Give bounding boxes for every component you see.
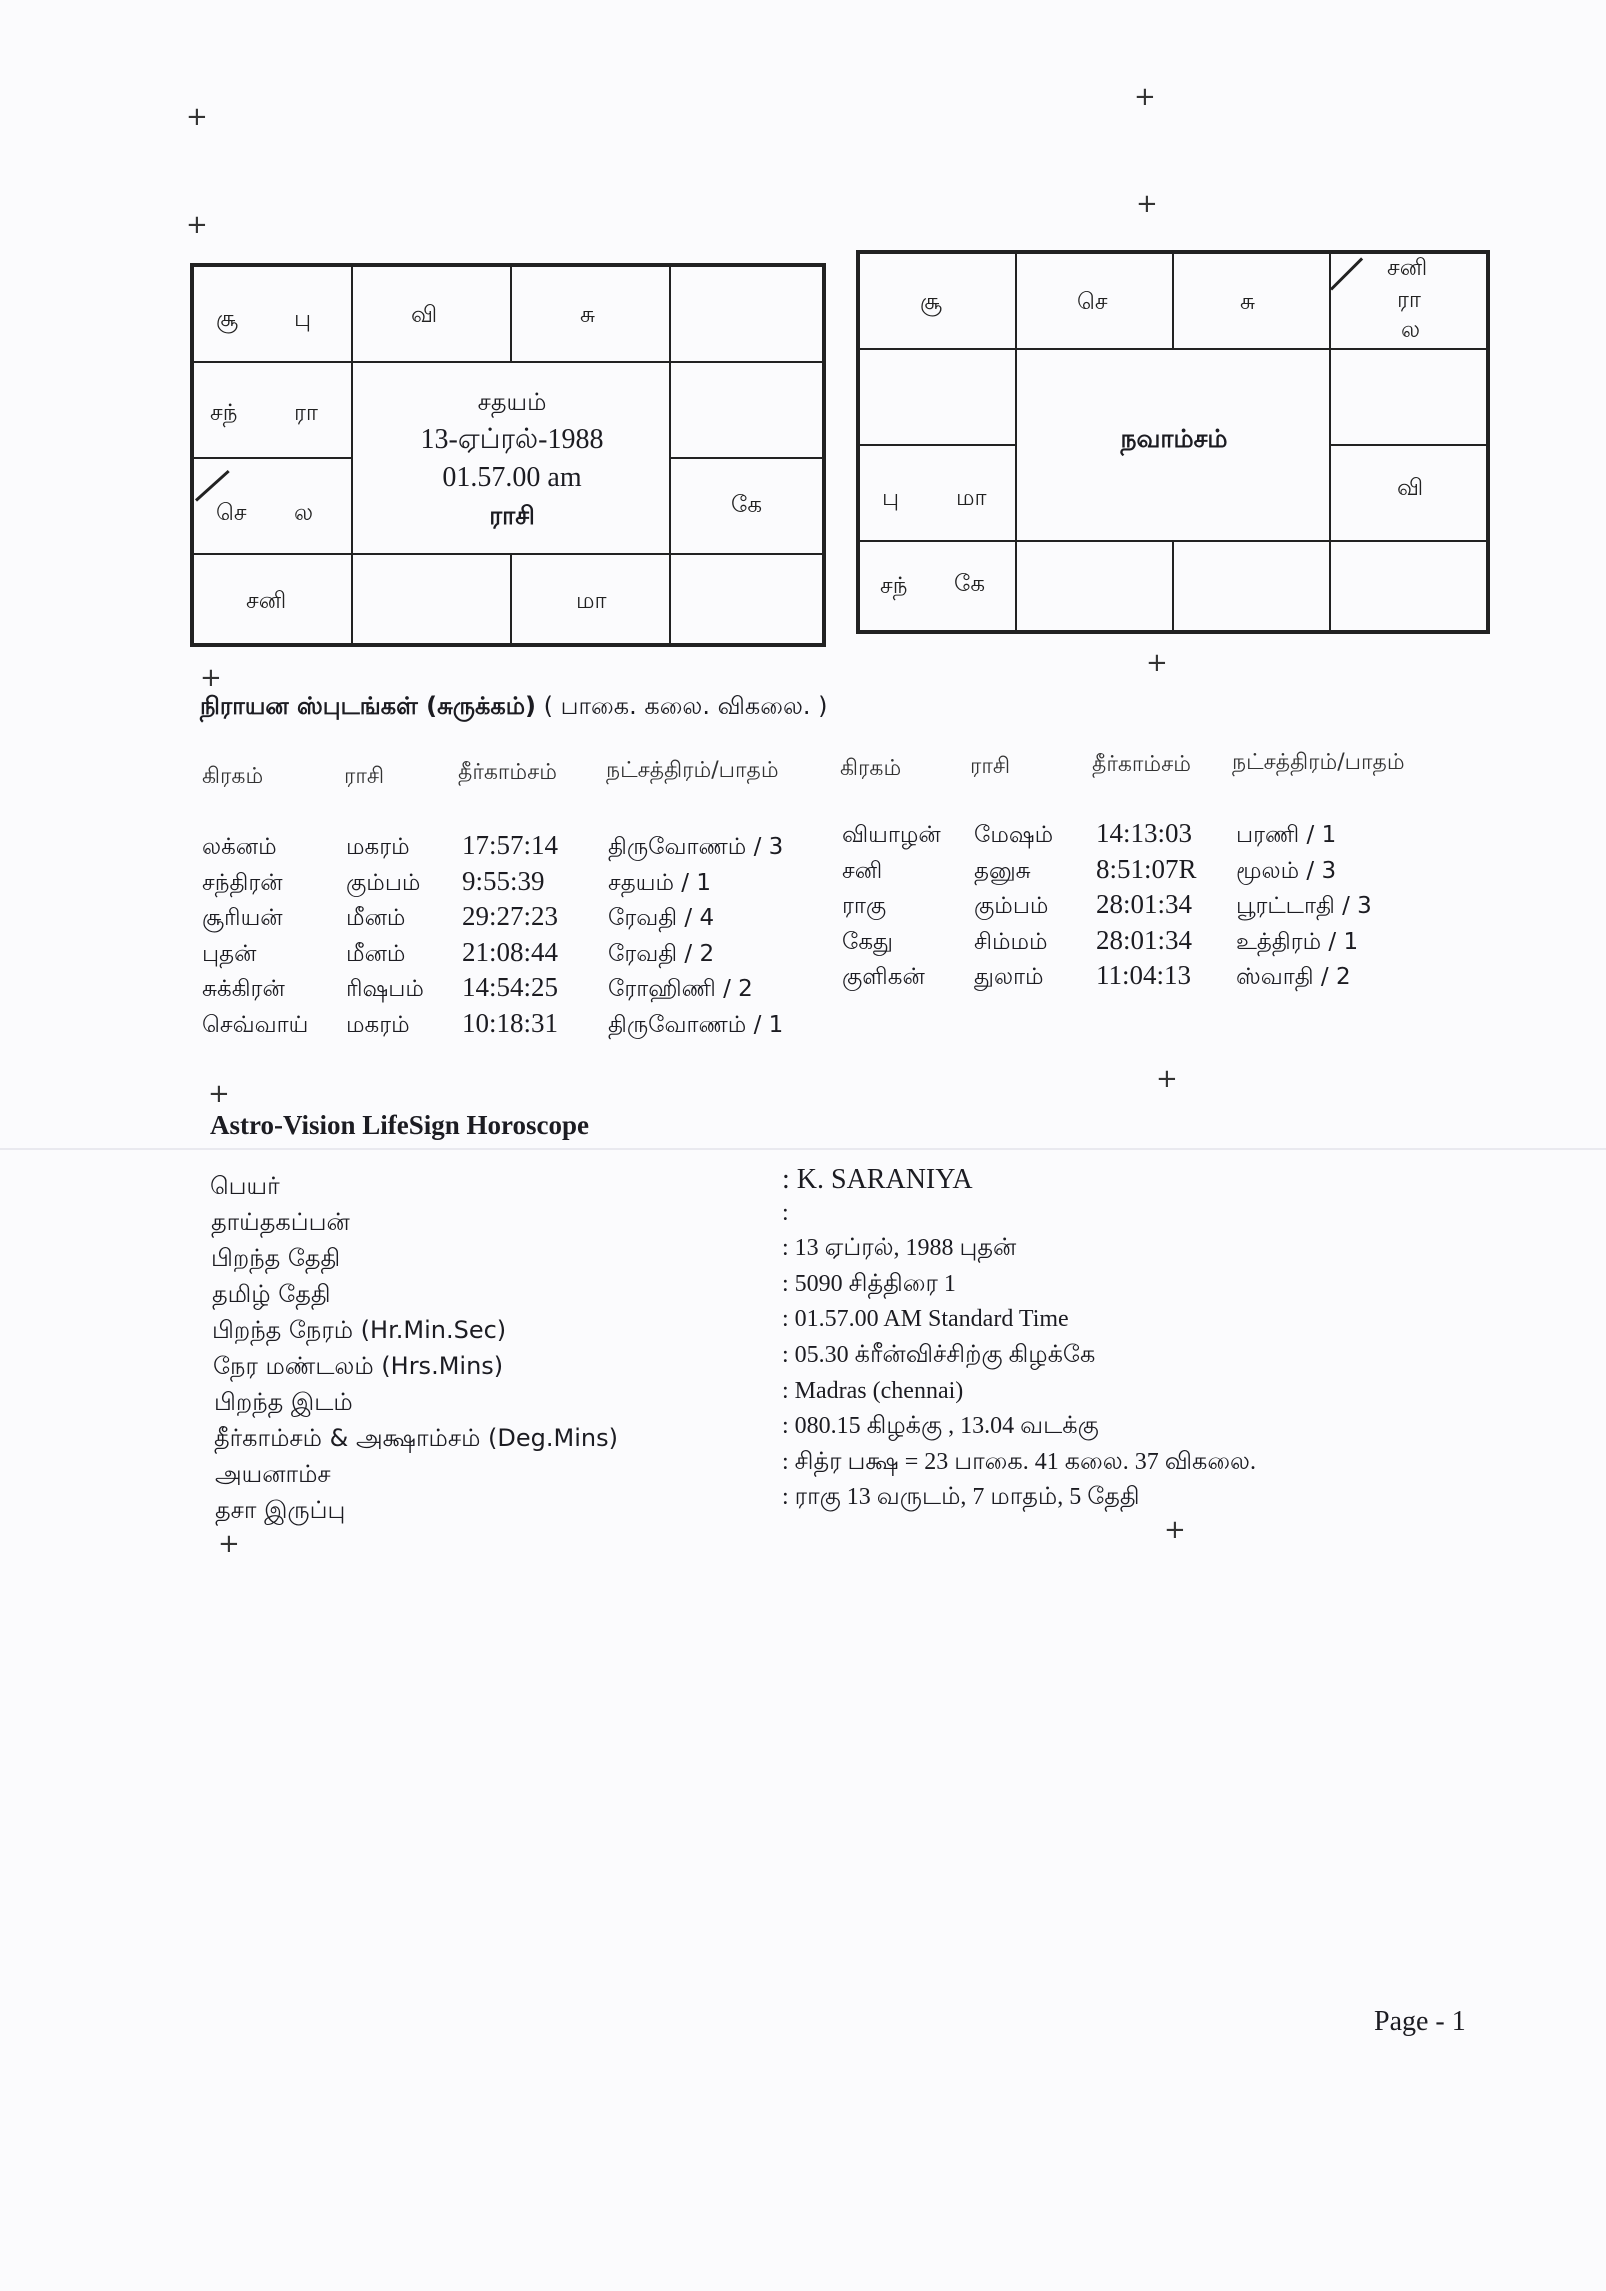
- planet-rasi-cell: மீனம்: [346, 905, 406, 931]
- registration-mark: +: [186, 210, 208, 240]
- navamsa-house-8: [1173, 541, 1330, 631]
- planet-star-cell: பரணி / 1: [1236, 822, 1337, 848]
- planet-rasi-cell: கும்பம்: [346, 869, 421, 896]
- registration-mark: +: [200, 663, 222, 693]
- navamsa-house-7: [1330, 541, 1487, 631]
- rasi-title: ராசி: [489, 501, 535, 530]
- rasi-chart: [190, 263, 826, 647]
- navamsa-house-1: [859, 253, 1016, 349]
- header-longitude: தீர்காம்சம்: [1092, 752, 1191, 777]
- rasi-house-1: [193, 266, 352, 362]
- planet-rasi-cell: சிம்மம்: [974, 928, 1048, 955]
- navamsa-house-11: [859, 445, 1016, 541]
- planet-label: கே: [954, 571, 986, 597]
- planet-deg-cell: 14:54:25: [462, 972, 559, 1002]
- header-rasi: ராசி: [344, 764, 385, 789]
- detail-value: :: [782, 1200, 789, 1226]
- planet-label: பு: [294, 306, 312, 332]
- paper-fold-line: [0, 1148, 1606, 1150]
- detail-value: : K. SARANIYA: [782, 1164, 973, 1195]
- planet-label: சந்: [210, 400, 238, 426]
- registration-mark: +: [1134, 82, 1156, 112]
- detail-label: தாய்தகப்பன்: [211, 1208, 350, 1236]
- planet-star-cell: உத்திரம் / 1: [1236, 928, 1359, 955]
- planet-planet-cell: சனி: [842, 857, 883, 884]
- navamsa-center: [1016, 349, 1330, 541]
- planet-label: சனி: [246, 588, 287, 614]
- navamsa-house-9: [1016, 541, 1173, 631]
- planet-label: பு: [882, 485, 900, 511]
- planet-star-cell: பூரட்டாதி / 3: [1236, 893, 1372, 919]
- planet-deg-cell: 10:18:31: [462, 1007, 559, 1038]
- detail-value: : சித்ர பக்ஷ = 23 பாகை. 41 கலை. 37 விகலை.: [782, 1449, 1256, 1475]
- navamsa-house-5: [1330, 349, 1487, 445]
- planet-deg-cell: 9:55:39: [462, 865, 545, 896]
- registration-mark: +: [1136, 189, 1158, 219]
- planet-planet-cell: சூரியன்: [202, 905, 283, 931]
- planet-label: சூ: [216, 306, 239, 332]
- heading-units: ( பாகை. கலை. விகலை. ): [543, 692, 828, 720]
- planet-label: ல: [294, 500, 314, 526]
- detail-label: அயனாம்ச: [215, 1460, 331, 1488]
- rasi-house-5: [670, 362, 823, 458]
- registration-mark: +: [186, 102, 208, 132]
- detail-value: : ராகு 13 வருடம், 7 மாதம், 5 தேதி: [782, 1484, 1140, 1510]
- rasi-house-6: [670, 458, 823, 554]
- planet-label: செ: [216, 500, 247, 526]
- planet-deg-cell: 28:01:34: [1096, 889, 1193, 919]
- rasi-house-3: [511, 266, 670, 362]
- registration-mark: +: [1156, 1064, 1178, 1094]
- rasi-center: [352, 362, 670, 554]
- planet-star-cell: திருவோணம் / 3: [608, 834, 784, 860]
- navamsa-house-2: [1016, 253, 1173, 349]
- registration-mark: +: [1146, 648, 1168, 678]
- planet-planet-cell: வியாழன்: [842, 822, 941, 848]
- planet-deg-cell: 14:13:03: [1096, 818, 1193, 848]
- header-rasi: ராசி: [970, 754, 1011, 779]
- planet-label: சனி: [1387, 255, 1428, 281]
- planet-planet-cell: குளிகன்: [842, 964, 925, 990]
- rasi-house-8: [511, 554, 670, 644]
- registration-mark: +: [208, 1079, 230, 1109]
- navamsa-house-4: [1330, 253, 1487, 349]
- lagna-marker: [195, 470, 230, 502]
- planet-rasi-cell: மேஷம்: [974, 822, 1054, 848]
- navamsa-house-3: [1173, 253, 1330, 349]
- detail-label: நேர மண்டலம் (Hrs.Mins): [213, 1352, 504, 1380]
- planet-star-cell: ரோஹிணி / 2: [608, 976, 753, 1002]
- detail-value: : 080.15 கிழக்கு , 13.04 வடக்கு: [782, 1413, 1099, 1439]
- planet-rasi-cell: துலாம்: [974, 964, 1044, 990]
- planet-rasi-cell: மகரம்: [346, 834, 410, 860]
- planet-label: சூ: [920, 289, 943, 315]
- navamsa-house-6: [1330, 445, 1487, 541]
- detail-label: பிறந்த தேதி: [211, 1244, 341, 1272]
- planet-label: செ: [1077, 289, 1108, 315]
- planet-deg-cell: 17:57:14: [462, 830, 559, 860]
- lagna-marker: [1330, 257, 1363, 290]
- detail-label: தீர்காம்சம் & அக்ஷாம்சம் (Deg.Mins): [214, 1424, 618, 1452]
- planet-label: ரா: [1397, 287, 1421, 313]
- header-planet: கிரகம்: [840, 756, 902, 781]
- planet-deg-cell: 29:27:23: [462, 901, 559, 931]
- rasi-time: 01.57.00 am: [442, 462, 582, 493]
- detail-label: பிறந்த இடம்: [214, 1388, 353, 1416]
- planet-label: வி: [1397, 475, 1424, 501]
- heading-title: நிராயன ஸ்புடங்கள் (சுருக்கம்): [200, 692, 536, 720]
- planet-star-cell: மூலம் / 3: [1236, 857, 1337, 884]
- rasi-date: 13-ஏப்ரல்-1988: [420, 424, 604, 455]
- report-title: Astro-Vision LifeSign Horoscope: [210, 1110, 590, 1140]
- planet-deg-cell: 8:51:07R: [1096, 853, 1197, 884]
- planet-planet-cell: புதன்: [202, 940, 257, 967]
- rasi-house-4: [670, 266, 823, 362]
- navamsa-house-12: [859, 349, 1016, 445]
- planet-planet-cell: ராகு: [842, 893, 887, 919]
- registration-mark: +: [1164, 1515, 1186, 1545]
- rasi-star: சதயம்: [477, 388, 547, 416]
- planet-rasi-cell: தனுசு: [974, 857, 1031, 884]
- rasi-house-10: [193, 554, 352, 644]
- planet-planet-cell: சந்திரன்: [202, 869, 283, 896]
- detail-label: பெயர்: [210, 1172, 280, 1200]
- planet-rasi-cell: மகரம்: [346, 1011, 410, 1038]
- planet-star-cell: திருவோணம் / 1: [608, 1011, 784, 1038]
- navamsa-title: நவாம்சம்: [1120, 424, 1228, 453]
- planet-rasi-cell: மீனம்: [346, 940, 406, 967]
- detail-label: தமிழ் தேதி: [212, 1280, 331, 1308]
- planet-label: சு: [1240, 289, 1256, 315]
- detail-value: : 01.57.00 AM Standard Time: [782, 1306, 1069, 1332]
- rasi-house-11: [193, 458, 352, 554]
- planet-label: மா: [576, 588, 607, 614]
- header-planet: கிரகம்: [202, 764, 264, 789]
- header-star: நட்சத்திரம்/பாதம்: [606, 758, 779, 783]
- planet-deg-cell: 11:04:13: [1096, 960, 1192, 990]
- planet-deg-cell: 21:08:44: [462, 936, 559, 967]
- registration-mark: +: [218, 1529, 240, 1559]
- header-longitude: தீர்காம்சம்: [458, 760, 557, 785]
- planet-label: ல: [1401, 317, 1421, 343]
- planet-planet-cell: கேது: [842, 928, 893, 955]
- navamsa-chart: [856, 250, 1490, 634]
- planet-label: வி: [411, 302, 438, 328]
- planet-section-heading: [200, 692, 828, 723]
- planet-star-cell: ரேவதி / 4: [608, 905, 715, 931]
- planet-star-cell: ரேவதி / 2: [608, 940, 715, 967]
- planet-deg-cell: 28:01:34: [1096, 924, 1193, 955]
- detail-label: தசா இருப்பு: [215, 1496, 346, 1524]
- detail-value: : 13 ஏப்ரல், 1988 புதன்: [782, 1235, 1017, 1261]
- planet-star-cell: ஸ்வாதி / 2: [1236, 964, 1351, 990]
- planet-star-cell: சதயம் / 1: [608, 869, 711, 896]
- planet-label: ரா: [294, 400, 318, 426]
- detail-label: பிறந்த நேரம் (Hr.Min.Sec): [212, 1316, 507, 1344]
- detail-value: : Madras (chennai): [782, 1378, 964, 1404]
- planet-rasi-cell: ரிஷபம்: [346, 976, 424, 1002]
- planet-rasi-cell: கும்பம்: [974, 893, 1049, 919]
- planet-label: மா: [956, 485, 987, 511]
- rasi-house-9: [352, 554, 511, 644]
- navamsa-house-10: [859, 541, 1016, 631]
- planet-planet-cell: லக்னம்: [202, 834, 277, 860]
- page-number: Page - 1: [1374, 2006, 1466, 2037]
- detail-value: : 5090 சித்திரை 1: [782, 1271, 956, 1297]
- rasi-house-7: [670, 554, 823, 644]
- planet-planet-cell: செவ்வாய்: [202, 1011, 309, 1038]
- rasi-house-12: [193, 362, 352, 458]
- planet-label: சந்: [880, 573, 908, 599]
- planet-planet-cell: சுக்கிரன்: [202, 976, 285, 1002]
- planet-label: கே: [731, 492, 763, 518]
- planet-label: சு: [580, 302, 596, 328]
- header-star: நட்சத்திரம்/பாதம்: [1232, 750, 1405, 775]
- detail-value: : 05.30 க்ரீன்விச்சிற்கு கிழக்கே: [782, 1342, 1096, 1368]
- rasi-house-2: [352, 266, 511, 362]
